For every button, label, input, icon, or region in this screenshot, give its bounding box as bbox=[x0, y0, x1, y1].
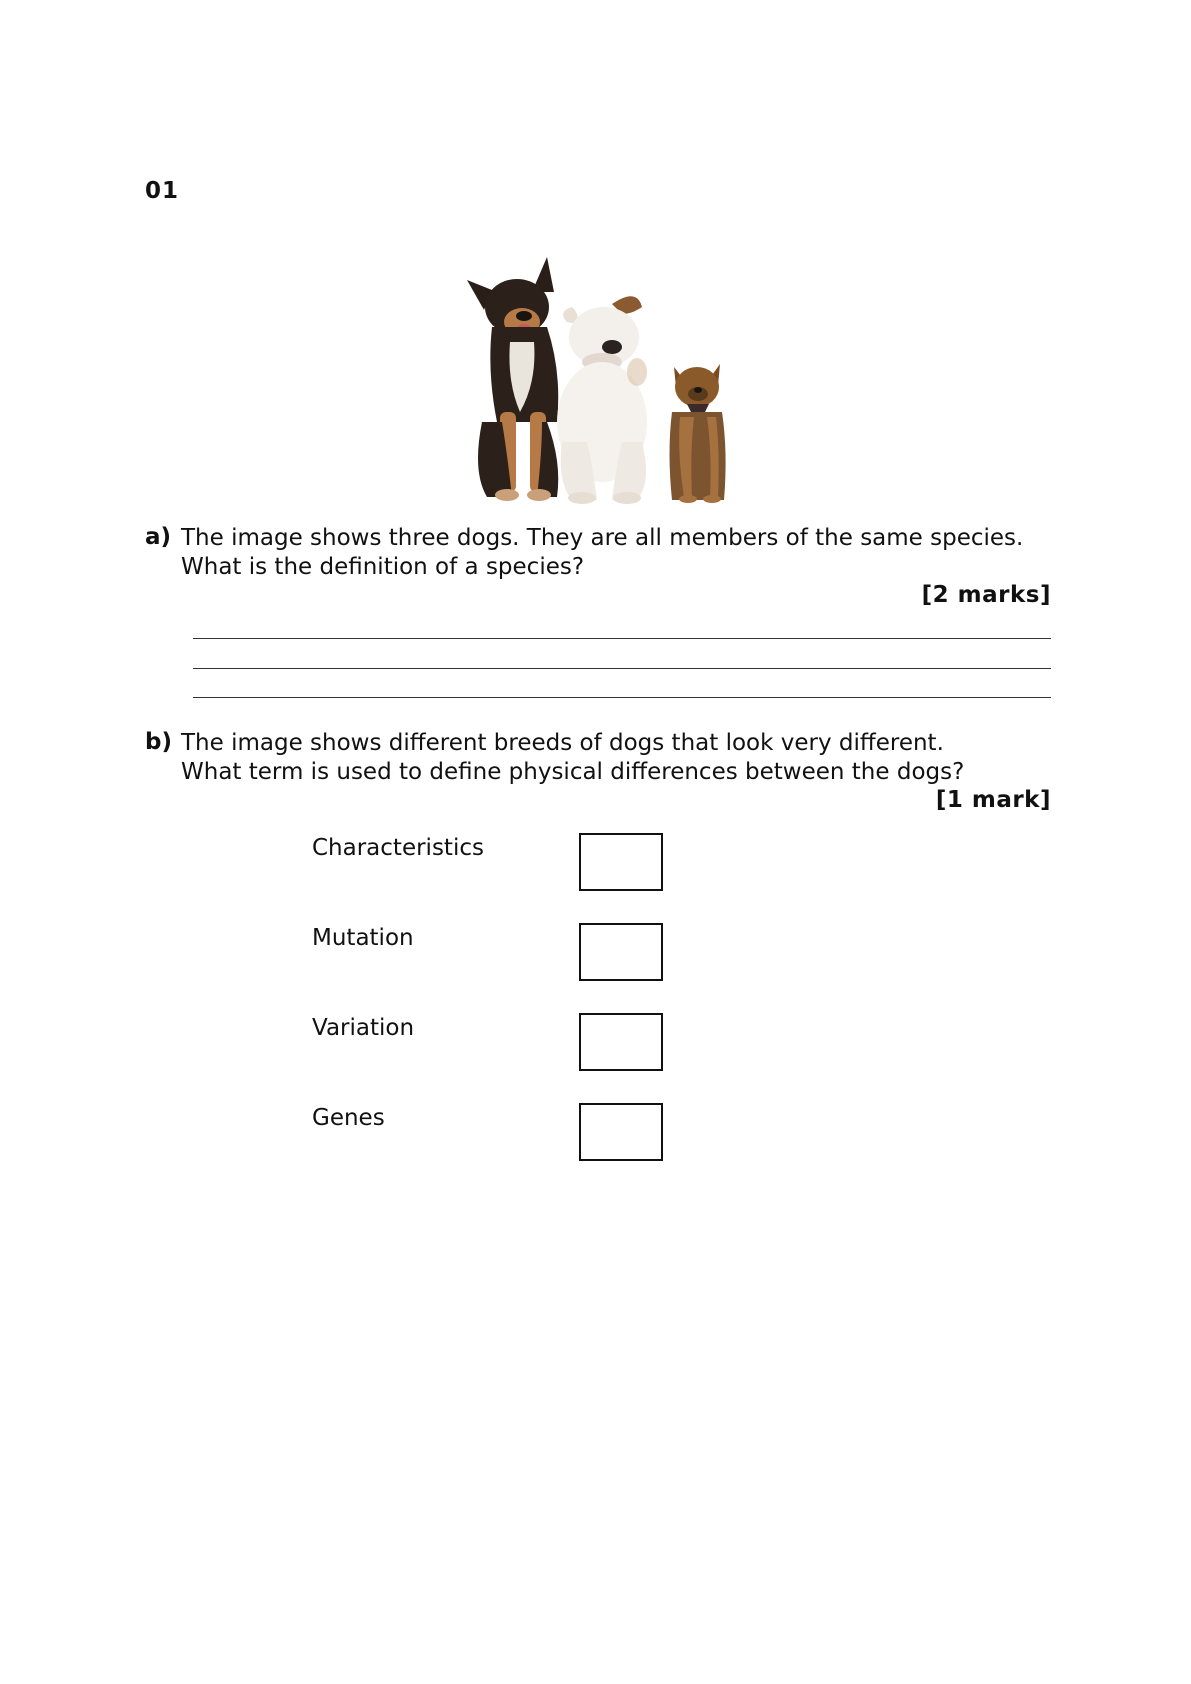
part-a-question-line2: What is the definition of a species? bbox=[181, 554, 585, 580]
option-label-variation: Variation bbox=[312, 1015, 415, 1041]
part-b-marks: [1 mark] bbox=[935, 787, 1051, 813]
tickbox-mutation[interactable] bbox=[579, 923, 663, 981]
tickbox-variation[interactable] bbox=[579, 1013, 663, 1071]
part-a-question-line1: The image shows three dogs. They are all members of the same species. bbox=[181, 525, 1024, 551]
part-a-marks: [2 marks] bbox=[921, 582, 1051, 608]
part-b-letter: b) bbox=[145, 729, 172, 755]
option-label-genes: Genes bbox=[312, 1105, 385, 1131]
question-number: 01 bbox=[145, 178, 180, 204]
answer-line-2[interactable] bbox=[193, 668, 1051, 669]
part-b-question-line1: The image shows different breeds of dogs that look very different. bbox=[181, 730, 944, 756]
option-label-mutation: Mutation bbox=[312, 925, 414, 951]
answer-line-3[interactable] bbox=[193, 697, 1051, 698]
option-label-characteristics: Characteristics bbox=[312, 835, 484, 861]
part-a-letter: a) bbox=[145, 524, 172, 550]
shepherd-dog-icon bbox=[467, 257, 558, 501]
tickbox-characteristics[interactable] bbox=[579, 833, 663, 891]
part-b-question-line2: What term is used to define physical differences between the dogs? bbox=[181, 759, 965, 785]
tickbox-genes[interactable] bbox=[579, 1103, 663, 1161]
bulldog-icon bbox=[557, 296, 647, 504]
yorkie-icon bbox=[670, 364, 726, 503]
three-dogs-image bbox=[462, 252, 742, 507]
answer-line-1[interactable] bbox=[193, 638, 1051, 639]
